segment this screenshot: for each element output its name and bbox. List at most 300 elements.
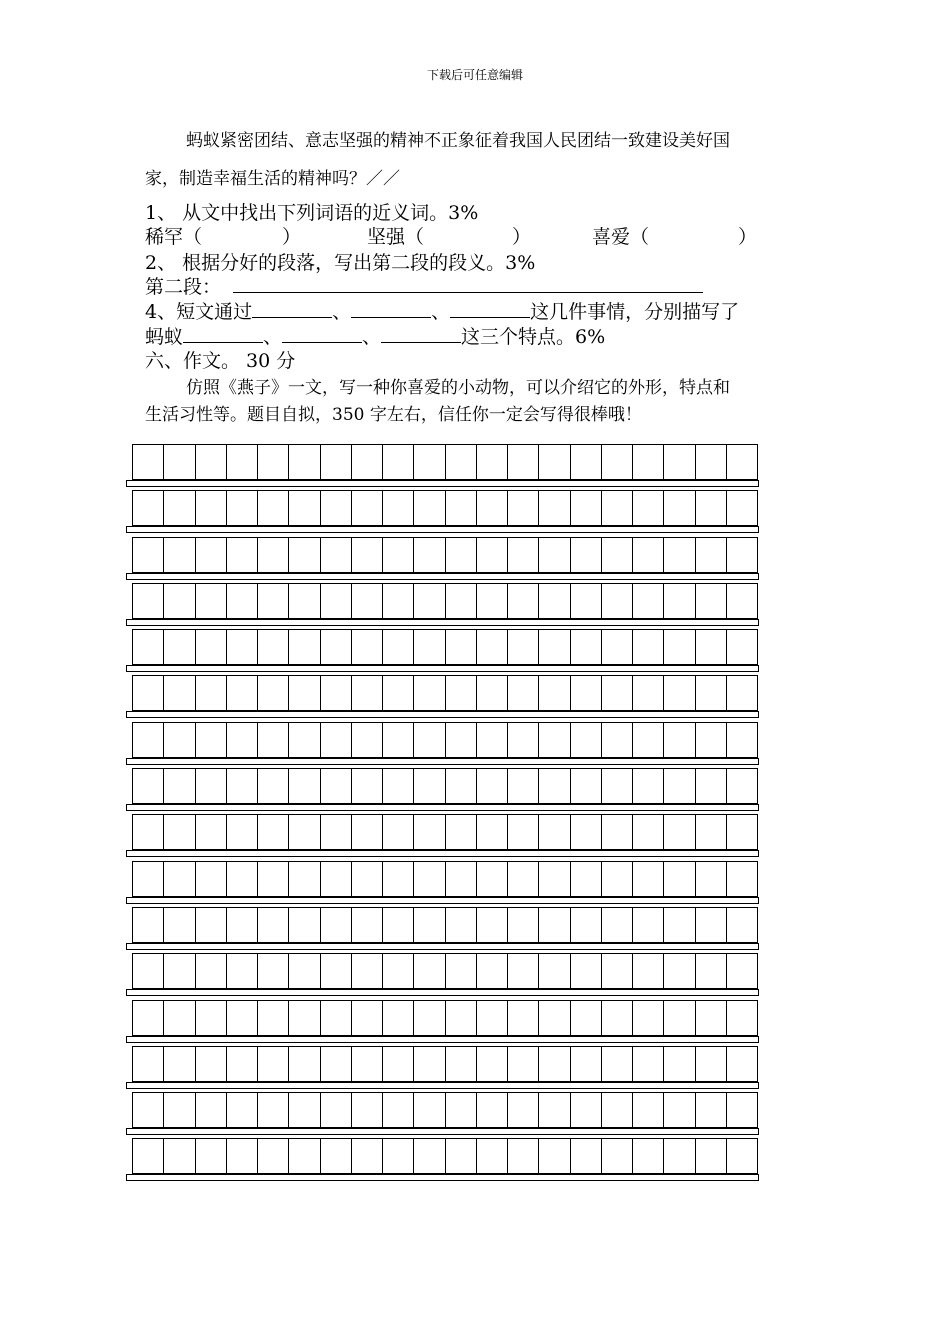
grid-cell[interactable] [321,445,352,480]
grid-cell[interactable] [571,1047,602,1082]
q4-blank-6[interactable] [381,324,461,343]
grid-cell[interactable] [289,954,320,989]
grid-cell[interactable] [164,862,195,897]
grid-cell[interactable] [727,1047,758,1082]
grid-cell[interactable] [664,1001,695,1036]
grid-cell[interactable] [352,815,383,850]
grid-cell[interactable] [696,491,727,526]
grid-cell[interactable] [289,723,320,758]
grid-cell[interactable] [446,584,477,619]
grid-cell[interactable] [446,445,477,480]
grid-cell[interactable] [727,908,758,943]
grid-cell[interactable] [289,584,320,619]
grid-cell[interactable] [289,815,320,850]
grid-cell[interactable] [446,815,477,850]
grid-cell[interactable] [477,584,508,619]
grid-cell[interactable] [133,1139,164,1174]
grid-cell[interactable] [539,769,570,804]
grid-cell[interactable] [383,862,414,897]
grid-cell[interactable] [633,1093,664,1128]
grid-cell[interactable] [289,769,320,804]
grid-cell[interactable] [133,862,164,897]
grid-cell[interactable] [352,1047,383,1082]
grid-cell[interactable] [196,491,227,526]
grid-cell[interactable] [352,1139,383,1174]
grid-cell[interactable] [289,445,320,480]
grid-cell[interactable] [664,538,695,573]
grid-cell[interactable] [539,723,570,758]
grid-cell[interactable] [727,1139,758,1174]
grid-cell[interactable] [383,723,414,758]
grid-cell[interactable] [664,1093,695,1128]
grid-cell[interactable] [258,445,289,480]
grid-cell[interactable] [321,815,352,850]
grid-cell[interactable] [477,1047,508,1082]
grid-cell[interactable] [164,491,195,526]
grid-cell[interactable] [196,445,227,480]
grid-cell[interactable] [508,584,539,619]
grid-cell[interactable] [446,538,477,573]
grid-cell[interactable] [227,538,258,573]
grid-cell[interactable] [289,538,320,573]
grid-cell[interactable] [602,1047,633,1082]
grid-cell[interactable] [571,538,602,573]
grid-cell[interactable] [539,584,570,619]
grid-cell[interactable] [227,445,258,480]
grid-cell[interactable] [539,815,570,850]
grid-cell[interactable] [446,954,477,989]
grid-cell[interactable] [508,954,539,989]
grid-cell[interactable] [539,445,570,480]
grid-cell[interactable] [414,1047,445,1082]
grid-cell[interactable] [164,723,195,758]
grid-cell[interactable] [258,1139,289,1174]
grid-cell[interactable] [696,676,727,711]
grid-cell[interactable] [227,815,258,850]
grid-cell[interactable] [696,1047,727,1082]
grid-cell[interactable] [571,862,602,897]
grid-cell[interactable] [352,445,383,480]
grid-cell[interactable] [133,676,164,711]
grid-cell[interactable] [477,538,508,573]
grid-cell[interactable] [633,862,664,897]
grid-cell[interactable] [664,723,695,758]
grid-cell[interactable] [508,538,539,573]
grid-cell[interactable] [571,1093,602,1128]
grid-cell[interactable] [508,1093,539,1128]
grid-cell[interactable] [477,1093,508,1128]
grid-cell[interactable] [352,862,383,897]
grid-cell[interactable] [133,1001,164,1036]
grid-cell[interactable] [539,1093,570,1128]
grid-cell[interactable] [133,491,164,526]
grid-cell[interactable] [508,769,539,804]
grid-cell[interactable] [446,862,477,897]
grid-cell[interactable] [696,445,727,480]
grid-cell[interactable] [164,1093,195,1128]
grid-cell[interactable] [508,630,539,665]
grid-cell[interactable] [227,769,258,804]
grid-cell[interactable] [664,1047,695,1082]
grid-cell[interactable] [727,676,758,711]
grid-cell[interactable] [352,676,383,711]
grid-cell[interactable] [602,491,633,526]
grid-cell[interactable] [633,676,664,711]
grid-cell[interactable] [633,1047,664,1082]
grid-cell[interactable] [664,676,695,711]
grid-cell[interactable] [539,491,570,526]
grid-cell[interactable] [196,538,227,573]
grid-cell[interactable] [414,908,445,943]
grid-cell[interactable] [727,954,758,989]
grid-cell[interactable] [227,1139,258,1174]
grid-cell[interactable] [602,445,633,480]
grid-cell[interactable] [727,445,758,480]
grid-cell[interactable] [227,491,258,526]
grid-cell[interactable] [164,1139,195,1174]
grid-cell[interactable] [727,491,758,526]
grid-cell[interactable] [602,1139,633,1174]
grid-cell[interactable] [383,676,414,711]
grid-cell[interactable] [289,1093,320,1128]
grid-cell[interactable] [633,954,664,989]
grid-cell[interactable] [321,1093,352,1128]
grid-cell[interactable] [633,815,664,850]
grid-cell[interactable] [321,538,352,573]
grid-cell[interactable] [696,954,727,989]
grid-cell[interactable] [477,1001,508,1036]
q4-blank-4[interactable] [183,324,263,343]
grid-cell[interactable] [696,723,727,758]
grid-cell[interactable] [477,815,508,850]
grid-cell[interactable] [508,723,539,758]
grid-cell[interactable] [477,491,508,526]
grid-cell[interactable] [446,908,477,943]
grid-cell[interactable] [383,908,414,943]
grid-cell[interactable] [164,1047,195,1082]
grid-cell[interactable] [727,769,758,804]
grid-cell[interactable] [539,908,570,943]
grid-cell[interactable] [571,445,602,480]
grid-cell[interactable] [727,815,758,850]
grid-cell[interactable] [414,676,445,711]
grid-cell[interactable] [727,1093,758,1128]
grid-cell[interactable] [227,584,258,619]
grid-cell[interactable] [289,630,320,665]
grid-cell[interactable] [664,584,695,619]
grid-cell[interactable] [633,1001,664,1036]
grid-cell[interactable] [383,1093,414,1128]
grid-cell[interactable] [289,862,320,897]
grid-cell[interactable] [633,538,664,573]
grid-cell[interactable] [383,538,414,573]
grid-cell[interactable] [227,1093,258,1128]
grid-cell[interactable] [477,676,508,711]
grid-cell[interactable] [508,491,539,526]
grid-cell[interactable] [133,445,164,480]
grid-cell[interactable] [164,908,195,943]
grid-cell[interactable] [164,630,195,665]
grid-cell[interactable] [727,723,758,758]
grid-cell[interactable] [727,630,758,665]
grid-cell[interactable] [477,723,508,758]
grid-cell[interactable] [571,1001,602,1036]
grid-cell[interactable] [352,630,383,665]
grid-cell[interactable] [321,1139,352,1174]
grid-cell[interactable] [196,1139,227,1174]
grid-cell[interactable] [477,1139,508,1174]
grid-cell[interactable] [196,1093,227,1128]
grid-cell[interactable] [352,769,383,804]
grid-cell[interactable] [633,769,664,804]
grid-cell[interactable] [164,584,195,619]
grid-cell[interactable] [321,1047,352,1082]
grid-cell[interactable] [446,491,477,526]
grid-cell[interactable] [258,1047,289,1082]
grid-cell[interactable] [227,1001,258,1036]
grid-cell[interactable] [414,1001,445,1036]
grid-cell[interactable] [571,584,602,619]
q4-blank-5[interactable] [282,324,362,343]
grid-cell[interactable] [352,1093,383,1128]
grid-cell[interactable] [258,1093,289,1128]
grid-cell[interactable] [633,1139,664,1174]
grid-cell[interactable] [352,954,383,989]
grid-cell[interactable] [258,630,289,665]
grid-cell[interactable] [446,630,477,665]
grid-cell[interactable] [633,491,664,526]
grid-cell[interactable] [196,584,227,619]
grid-cell[interactable] [289,908,320,943]
q4-blank-3[interactable] [450,299,530,318]
grid-cell[interactable] [196,723,227,758]
grid-cell[interactable] [508,1047,539,1082]
grid-cell[interactable] [196,676,227,711]
grid-cell[interactable] [508,908,539,943]
grid-cell[interactable] [508,1001,539,1036]
grid-cell[interactable] [696,1139,727,1174]
grid-cell[interactable] [477,630,508,665]
grid-cell[interactable] [383,630,414,665]
grid-cell[interactable] [571,491,602,526]
grid-cell[interactable] [571,815,602,850]
grid-cell[interactable] [664,1139,695,1174]
grid-cell[interactable] [196,769,227,804]
grid-cell[interactable] [571,769,602,804]
grid-cell[interactable] [258,538,289,573]
grid-cell[interactable] [383,584,414,619]
grid-cell[interactable] [602,954,633,989]
grid-cell[interactable] [321,862,352,897]
grid-cell[interactable] [446,1139,477,1174]
grid-cell[interactable] [258,862,289,897]
grid-cell[interactable] [289,491,320,526]
writing-grid[interactable] [126,444,760,1185]
grid-cell[interactable] [446,676,477,711]
grid-cell[interactable] [696,584,727,619]
grid-cell[interactable] [414,954,445,989]
grid-cell[interactable] [196,908,227,943]
grid-cell[interactable] [446,1047,477,1082]
grid-cell[interactable] [633,723,664,758]
grid-cell[interactable] [696,1093,727,1128]
grid-cell[interactable] [258,815,289,850]
grid-cell[interactable] [258,584,289,619]
grid-cell[interactable] [414,815,445,850]
grid-cell[interactable] [633,908,664,943]
grid-cell[interactable] [258,769,289,804]
grid-cell[interactable] [571,954,602,989]
grid-cell[interactable] [664,630,695,665]
grid-cell[interactable] [539,676,570,711]
grid-cell[interactable] [196,630,227,665]
grid-cell[interactable] [664,862,695,897]
grid-cell[interactable] [571,1139,602,1174]
grid-cell[interactable] [571,908,602,943]
grid-cell[interactable] [289,1139,320,1174]
grid-cell[interactable] [164,769,195,804]
grid-cell[interactable] [164,538,195,573]
grid-cell[interactable] [321,954,352,989]
grid-cell[interactable] [414,769,445,804]
grid-cell[interactable] [696,1001,727,1036]
grid-cell[interactable] [196,954,227,989]
grid-cell[interactable] [477,769,508,804]
grid-cell[interactable] [133,630,164,665]
grid-cell[interactable] [539,1047,570,1082]
grid-cell[interactable] [508,445,539,480]
grid-cell[interactable] [477,908,508,943]
grid-cell[interactable] [664,815,695,850]
grid-cell[interactable] [164,815,195,850]
grid-cell[interactable] [321,769,352,804]
grid-cell[interactable] [227,908,258,943]
grid-cell[interactable] [383,769,414,804]
grid-cell[interactable] [352,584,383,619]
grid-cell[interactable] [602,584,633,619]
grid-cell[interactable] [602,676,633,711]
grid-cell[interactable] [321,630,352,665]
grid-cell[interactable] [164,676,195,711]
grid-cell[interactable] [321,676,352,711]
grid-cell[interactable] [196,1001,227,1036]
grid-cell[interactable] [289,1047,320,1082]
grid-cell[interactable] [539,862,570,897]
grid-cell[interactable] [508,862,539,897]
grid-cell[interactable] [133,584,164,619]
grid-cell[interactable] [164,954,195,989]
grid-cell[interactable] [602,1093,633,1128]
grid-cell[interactable] [446,769,477,804]
grid-cell[interactable] [164,1001,195,1036]
grid-cell[interactable] [227,1047,258,1082]
grid-cell[interactable] [133,954,164,989]
grid-cell[interactable] [258,908,289,943]
grid-cell[interactable] [633,445,664,480]
grid-cell[interactable] [696,630,727,665]
grid-cell[interactable] [289,1001,320,1036]
grid-cell[interactable] [727,584,758,619]
grid-cell[interactable] [196,862,227,897]
grid-cell[interactable] [352,908,383,943]
grid-cell[interactable] [727,862,758,897]
grid-cell[interactable] [664,908,695,943]
grid-cell[interactable] [414,1139,445,1174]
grid-cell[interactable] [383,815,414,850]
grid-cell[interactable] [696,815,727,850]
grid-cell[interactable] [414,538,445,573]
grid-cell[interactable] [477,445,508,480]
grid-cell[interactable] [321,908,352,943]
grid-cell[interactable] [414,584,445,619]
grid-cell[interactable] [664,954,695,989]
paragraph-2-answer-line[interactable] [233,292,703,293]
grid-cell[interactable] [571,723,602,758]
grid-cell[interactable] [414,491,445,526]
grid-cell[interactable] [539,954,570,989]
grid-cell[interactable] [414,1093,445,1128]
grid-cell[interactable] [133,538,164,573]
grid-cell[interactable] [727,538,758,573]
grid-cell[interactable] [571,676,602,711]
grid-cell[interactable] [227,630,258,665]
grid-cell[interactable] [602,1001,633,1036]
grid-cell[interactable] [477,954,508,989]
grid-cell[interactable] [321,491,352,526]
grid-cell[interactable] [414,630,445,665]
grid-cell[interactable] [602,908,633,943]
grid-cell[interactable] [383,1001,414,1036]
grid-cell[interactable] [227,723,258,758]
grid-cell[interactable] [602,815,633,850]
grid-cell[interactable] [321,584,352,619]
grid-cell[interactable] [446,1093,477,1128]
grid-cell[interactable] [133,769,164,804]
grid-cell[interactable] [571,630,602,665]
grid-cell[interactable] [539,1139,570,1174]
grid-cell[interactable] [133,815,164,850]
grid-cell[interactable] [508,676,539,711]
grid-cell[interactable] [258,491,289,526]
grid-cell[interactable] [414,445,445,480]
grid-cell[interactable] [383,445,414,480]
grid-cell[interactable] [446,723,477,758]
grid-cell[interactable] [664,445,695,480]
grid-cell[interactable] [196,815,227,850]
grid-cell[interactable] [508,815,539,850]
grid-cell[interactable] [133,1093,164,1128]
grid-cell[interactable] [539,630,570,665]
grid-cell[interactable] [696,908,727,943]
grid-cell[interactable] [383,1047,414,1082]
grid-cell[interactable] [696,769,727,804]
grid-cell[interactable] [258,954,289,989]
grid-cell[interactable] [696,538,727,573]
grid-cell[interactable] [414,862,445,897]
grid-cell[interactable] [602,630,633,665]
grid-cell[interactable] [258,1001,289,1036]
grid-cell[interactable] [602,769,633,804]
grid-cell[interactable] [133,723,164,758]
grid-cell[interactable] [664,769,695,804]
grid-cell[interactable] [164,445,195,480]
grid-cell[interactable] [477,862,508,897]
grid-cell[interactable] [352,538,383,573]
grid-cell[interactable] [133,1047,164,1082]
grid-cell[interactable] [258,723,289,758]
grid-cell[interactable] [602,538,633,573]
grid-cell[interactable] [633,630,664,665]
